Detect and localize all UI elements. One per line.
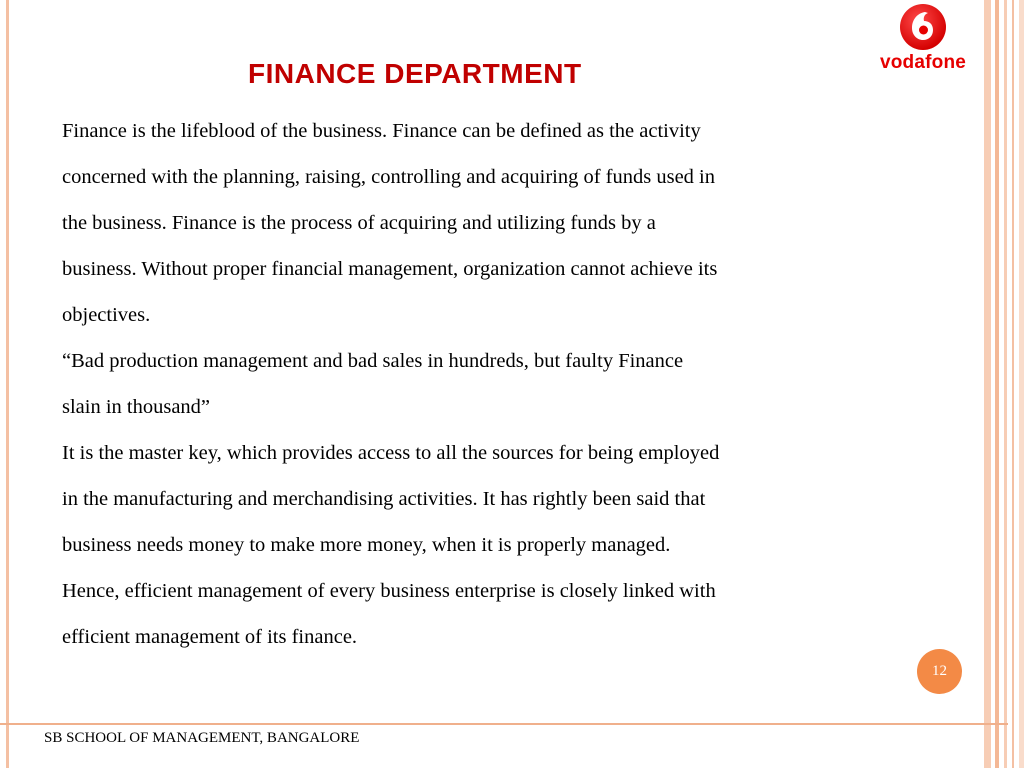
vodafone-speechmark-icon bbox=[898, 2, 948, 52]
left-border-stripe bbox=[6, 0, 9, 768]
body-text bbox=[62, 108, 922, 660]
body-line: objectives. bbox=[62, 304, 151, 326]
right-border-stripe bbox=[1004, 0, 1007, 768]
footer-divider bbox=[0, 723, 1008, 725]
body-line: concerned with the planning, raising, controlling and acquiring of funds used in bbox=[62, 166, 715, 188]
body-line: slain in thousand” bbox=[62, 396, 211, 418]
right-border-stripe bbox=[1012, 0, 1014, 768]
vodafone-logo bbox=[866, 0, 980, 78]
body-line: business needs money to make more money, when it is properly managed. bbox=[62, 534, 671, 556]
footer-text: SB SCHOOL OF MANAGEMENT, BANGALORE bbox=[44, 730, 360, 746]
body-line: Finance is the lifeblood of the business. Finance can be defined as the activity bbox=[62, 120, 701, 142]
right-border-stripe bbox=[995, 0, 999, 768]
body-line: “Bad production management and bad sales in hundreds, but faulty Finance bbox=[62, 350, 684, 372]
right-border-stripe bbox=[1019, 0, 1024, 768]
body-line: It is the master key, which provides access to all the sources for being employed bbox=[62, 442, 720, 464]
logo-text: vodafone bbox=[879, 52, 967, 73]
page-number-badge: 12 bbox=[917, 649, 962, 694]
body-line: efficient management of its finance. bbox=[62, 626, 358, 648]
page-title: FINANCE DEPARTMENT bbox=[248, 58, 582, 89]
body-line: in the manufacturing and merchandising activities. It has rightly been said that bbox=[62, 488, 706, 510]
body-line: the business. Finance is the process of acquiring and utilizing funds by a bbox=[62, 212, 656, 234]
body-line: business. Without proper financial management, organization cannot achieve its bbox=[62, 258, 718, 280]
body-line: Hence, efficient management of every business enterprise is closely linked with bbox=[62, 580, 716, 602]
right-border-stripe bbox=[984, 0, 991, 768]
